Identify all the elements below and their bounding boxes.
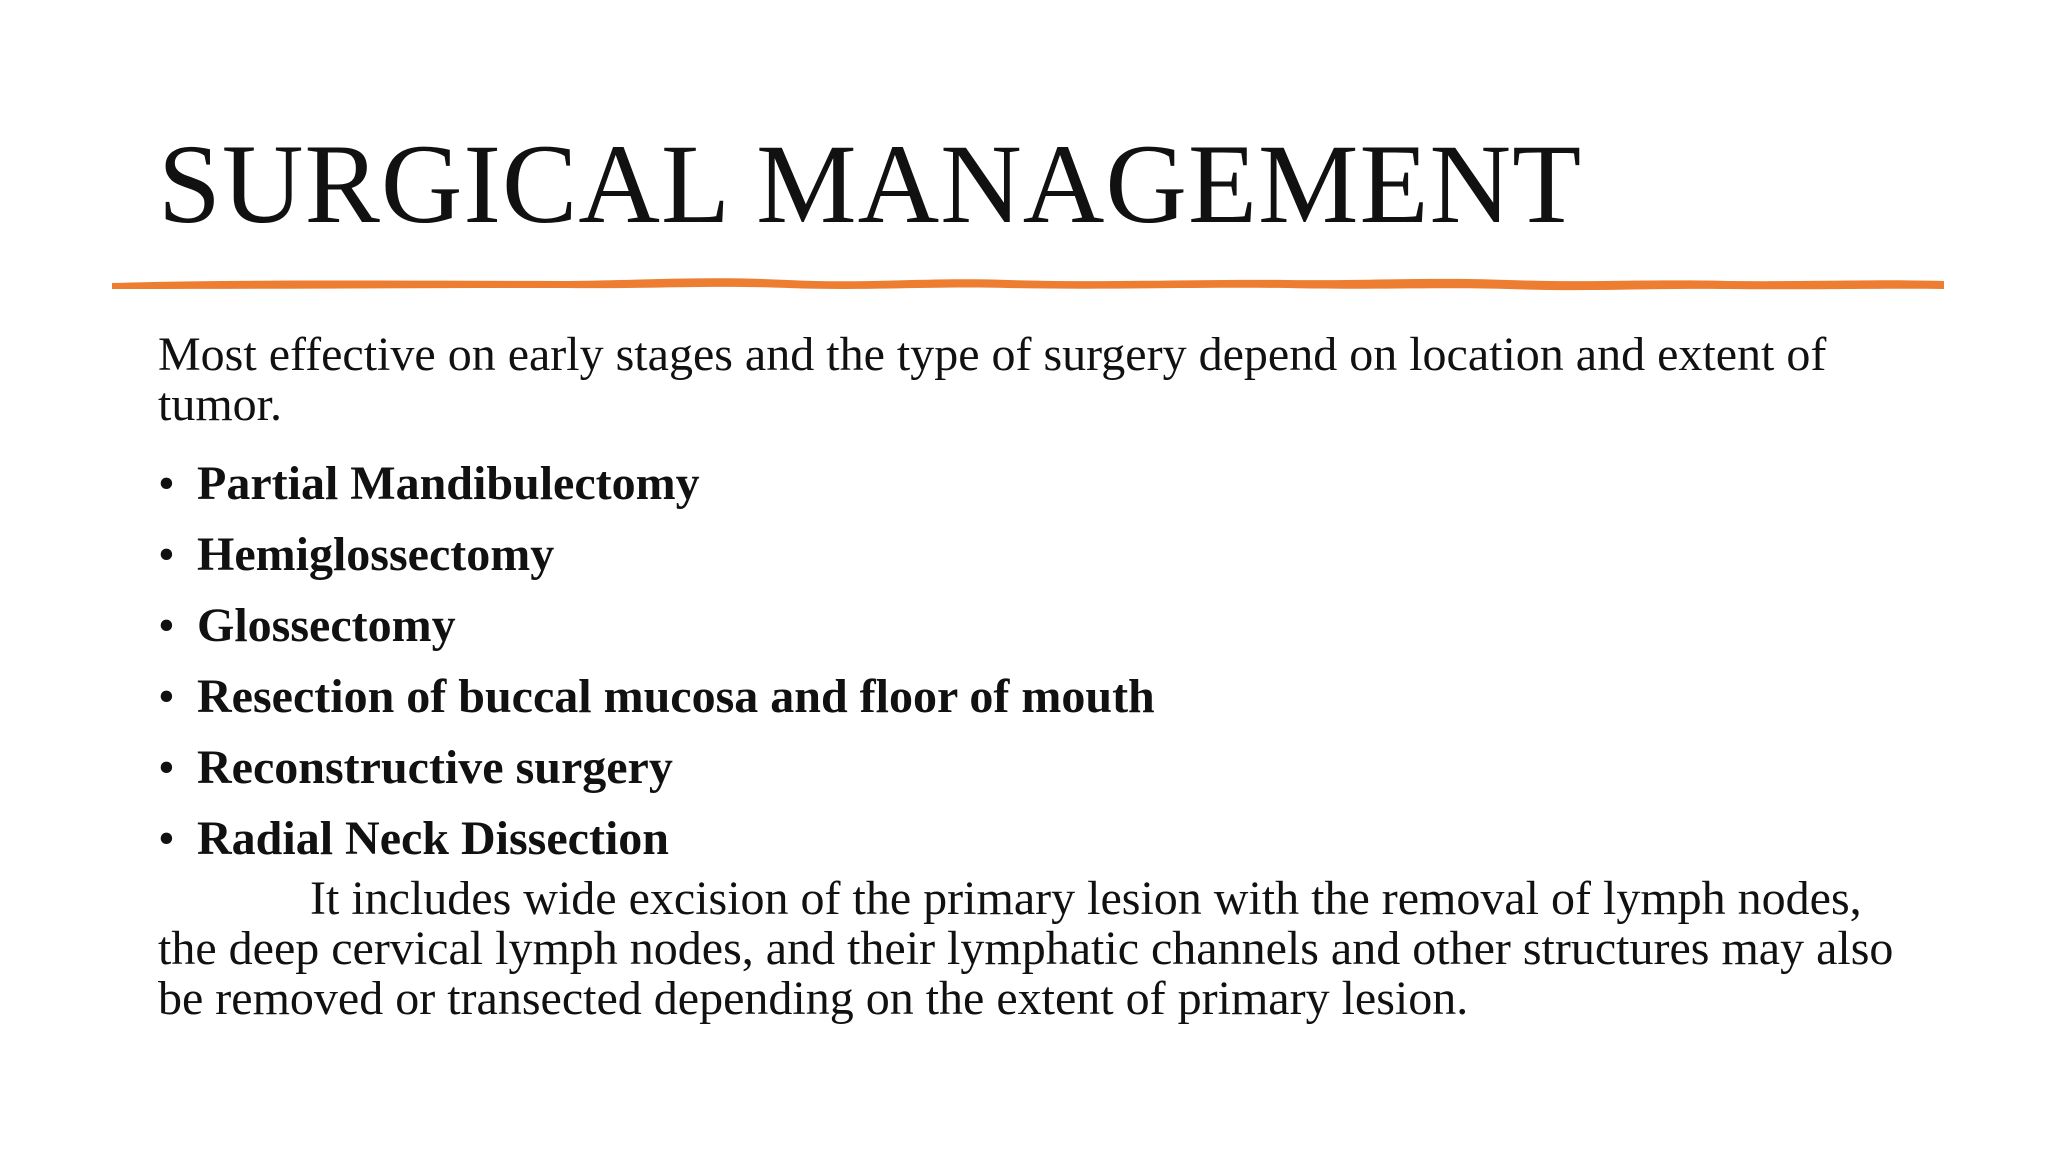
list-item-text: Resection of buccal mucosa and floor of mouth	[197, 670, 1155, 723]
closing-paragraph: It includes wide excision of the primary lesion with the removal of lymph nodes, the deep cervical lymph nodes, and their lymphatic channels and other structures may also be removed or transected depending on the extent of primary lesion.	[158, 872, 1894, 1025]
list-item	[158, 661, 1918, 732]
list-item	[158, 448, 1918, 519]
list-item-text: Glossectomy	[197, 599, 456, 652]
title-underline-brush	[108, 268, 1948, 302]
brush-stroke	[112, 278, 1944, 290]
bullet-icon: •	[158, 741, 175, 794]
slide-body	[158, 330, 1918, 1024]
list-item	[158, 732, 1918, 803]
bullet-icon: •	[158, 670, 175, 723]
bullet-icon: •	[158, 528, 175, 581]
slide-title: SURGICAL MANAGEMENT	[158, 122, 1583, 247]
list-item	[158, 803, 1918, 874]
list-item	[158, 519, 1918, 590]
list-item-text: Hemiglossectomy	[197, 528, 555, 581]
bullet-list	[158, 448, 1918, 874]
bullet-icon: •	[158, 457, 175, 510]
bullet-icon: •	[158, 599, 175, 652]
list-item	[158, 590, 1918, 661]
list-item-text: Radial Neck Dissection	[197, 812, 669, 865]
list-item-text: Reconstructive surgery	[197, 741, 673, 794]
list-item-text: Partial Mandibulectomy	[197, 457, 700, 510]
bullet-icon: •	[158, 812, 175, 865]
intro-paragraph: Most effective on early stages and the type of surgery depend on location and extent of tumor.	[158, 328, 1827, 431]
